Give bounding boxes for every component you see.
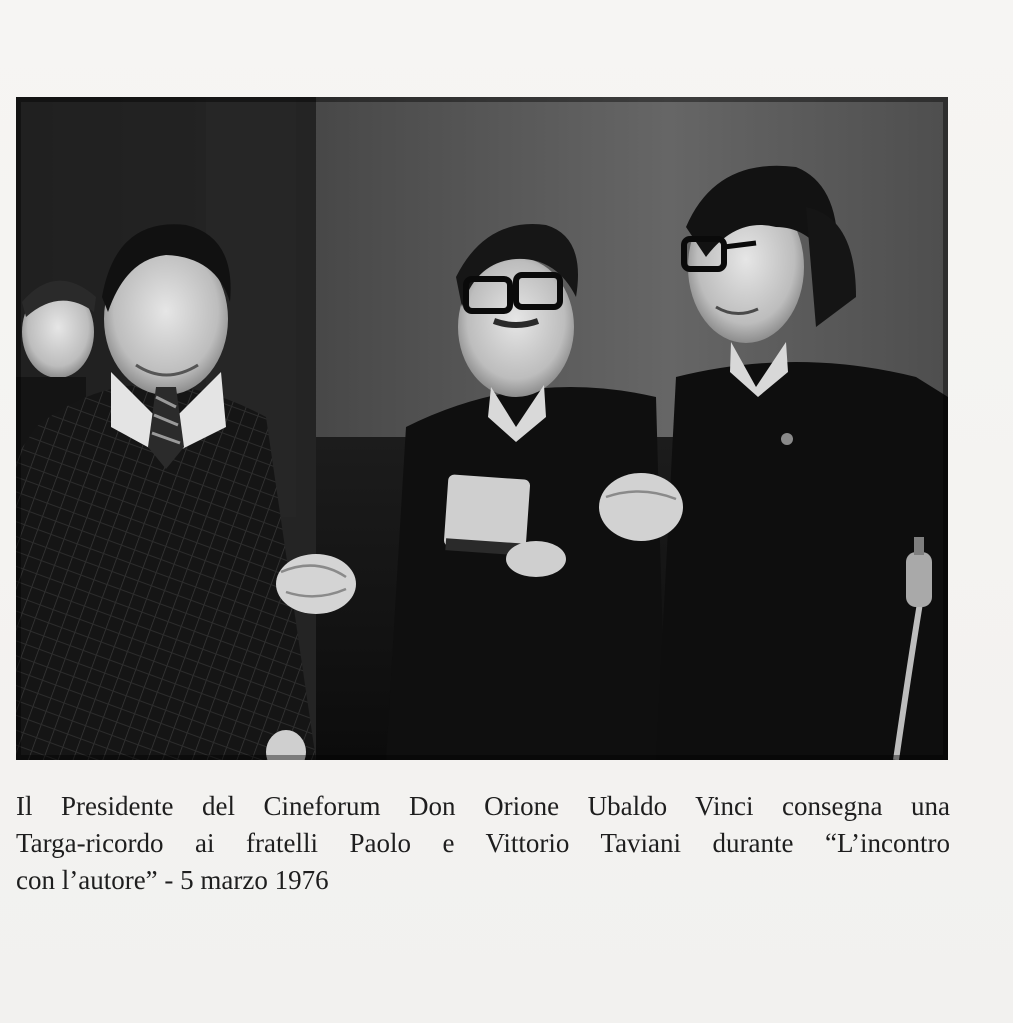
caption-line-1: Il Presidente del Cineforum Don Orione Ubaldo Vinci consegna una xyxy=(16,791,950,821)
caption-line-3: con l’autore” - 5 marzo 1976 xyxy=(16,865,329,895)
caption-line-2: Targa-ricordo ai fratelli Paolo e Vittorio Taviani durante “L’incontro xyxy=(16,828,950,858)
photograph-image xyxy=(16,97,948,760)
archival-photograph xyxy=(16,97,948,760)
handshake xyxy=(276,554,356,614)
photo-caption xyxy=(16,788,950,899)
